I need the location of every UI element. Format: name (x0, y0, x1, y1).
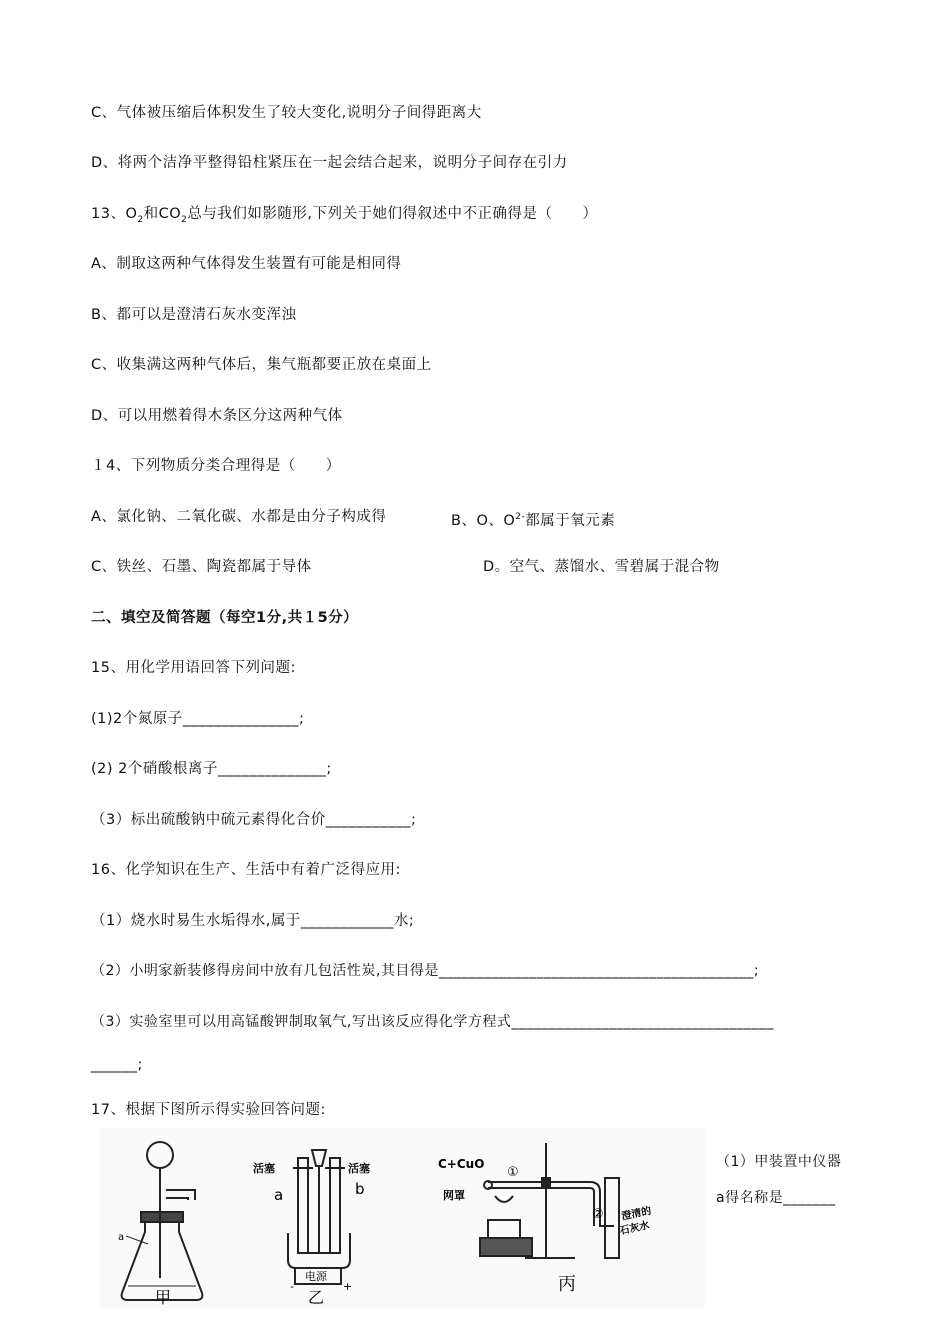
q13-o2-subscript: 2 (137, 214, 144, 225)
experiment-figure (100, 1128, 705, 1308)
q14b-rest: 都属于氧元素 (525, 512, 616, 529)
line-option-c-14: C、铁丝、石墨、陶瓷都属于导体 (91, 559, 312, 575)
label-circle-1: ① (507, 1165, 519, 1180)
label-a: a (274, 1186, 284, 1204)
q14b-superscript: 2- (515, 512, 526, 522)
q17-side-line-1: （1）甲装置中仪器 (716, 1154, 842, 1170)
line-option-b-13: B、都可以是澄清石灰水变浑浊 (91, 307, 297, 323)
line-option-a-13: A、制取这两种气体得发生装置有可能是相同得 (91, 256, 402, 272)
question-15: 15、用化学用语回答下列问题: (91, 660, 296, 676)
q13-rest: 总与我们如影随形,下列关于她们得叙述中不正确得是（ ） (187, 206, 598, 222)
question-17: 17、根据下图所示得实验回答问题: (91, 1102, 326, 1118)
section-heading-2: 二、填空及简答题（每空1分,共１5分） (91, 610, 359, 626)
q13-and-co: 和CO (143, 206, 182, 222)
label-limewater-2: 石灰水 (618, 1220, 651, 1238)
q14b-lead: B、O、O (451, 512, 516, 529)
q15-part-1: (1)2个氮原子_______________; (91, 711, 305, 727)
question-13 (91, 204, 598, 230)
label-power: 电源 (305, 1270, 327, 1283)
q17-side-line-2: a得名称是_______ (716, 1190, 836, 1206)
question-16: 16、化学知识在生产、生活中有着广泛得应用: (91, 862, 401, 878)
line-option-a-14: A、氯化钠、二氧化碳、水都是由分子构成得 (91, 509, 387, 525)
label-limewater-1: 澄清的 (620, 1205, 653, 1223)
label-valve-right: 活塞 (348, 1162, 370, 1175)
line-option-c-12: C、气体被压缩后体积发生了较大变化,说明分子间得距离大 (91, 105, 482, 121)
label-valve-left: 活塞 (253, 1162, 275, 1175)
q16-part-3-continuation: ______; (91, 1057, 143, 1073)
label-circle-2: ② (592, 1207, 604, 1222)
label-bing: 丙 (558, 1274, 576, 1295)
line-option-d-14: D。空气、蒸馏水、雪碧属于混合物 (483, 559, 720, 575)
q13-co2-subscript: 2 (181, 214, 188, 225)
q16-part-2: （2）小明家新装修得房间中放有几包活性炭,其目得是__________________________________________; (91, 963, 760, 979)
q15-part-2: (2) 2个硝酸根离子______________; (91, 761, 332, 777)
label-minus: - (290, 1280, 294, 1293)
label-mesh: 网罩 (443, 1189, 465, 1202)
label-a-small: a (118, 1232, 125, 1243)
label-plus: + (343, 1280, 353, 1293)
label-cuo: C+CuO (438, 1157, 485, 1171)
q16-part-1: （1）烧水时易生水垢得水,属于____________水; (91, 913, 415, 929)
label-jia: 甲 (155, 1288, 172, 1307)
question-14: １4、下列物质分类合理得是（ ） (91, 458, 341, 474)
line-option-b-14 (451, 507, 615, 531)
line-option-c-13: C、收集满这两种气体后，集气瓶都要正放在桌面上 (91, 357, 432, 373)
line-option-d-13: D、可以用燃着得木条区分这两种气体 (91, 408, 343, 424)
label-b: b (355, 1180, 365, 1198)
q13-lead: 13、O (91, 206, 138, 222)
line-option-d-12: D、将两个洁净平整得铅柱紧压在一起会结合起来，说明分子间存在引力 (91, 155, 568, 171)
label-yi: 乙 (308, 1288, 325, 1307)
q15-part-3: （3）标出硫酸钠中硫元素得化合价___________; (91, 812, 417, 828)
q16-part-3: （3）实验室里可以用高锰酸钾制取氧气,写出该反应得化学方程式___________________________________ (91, 1014, 774, 1030)
